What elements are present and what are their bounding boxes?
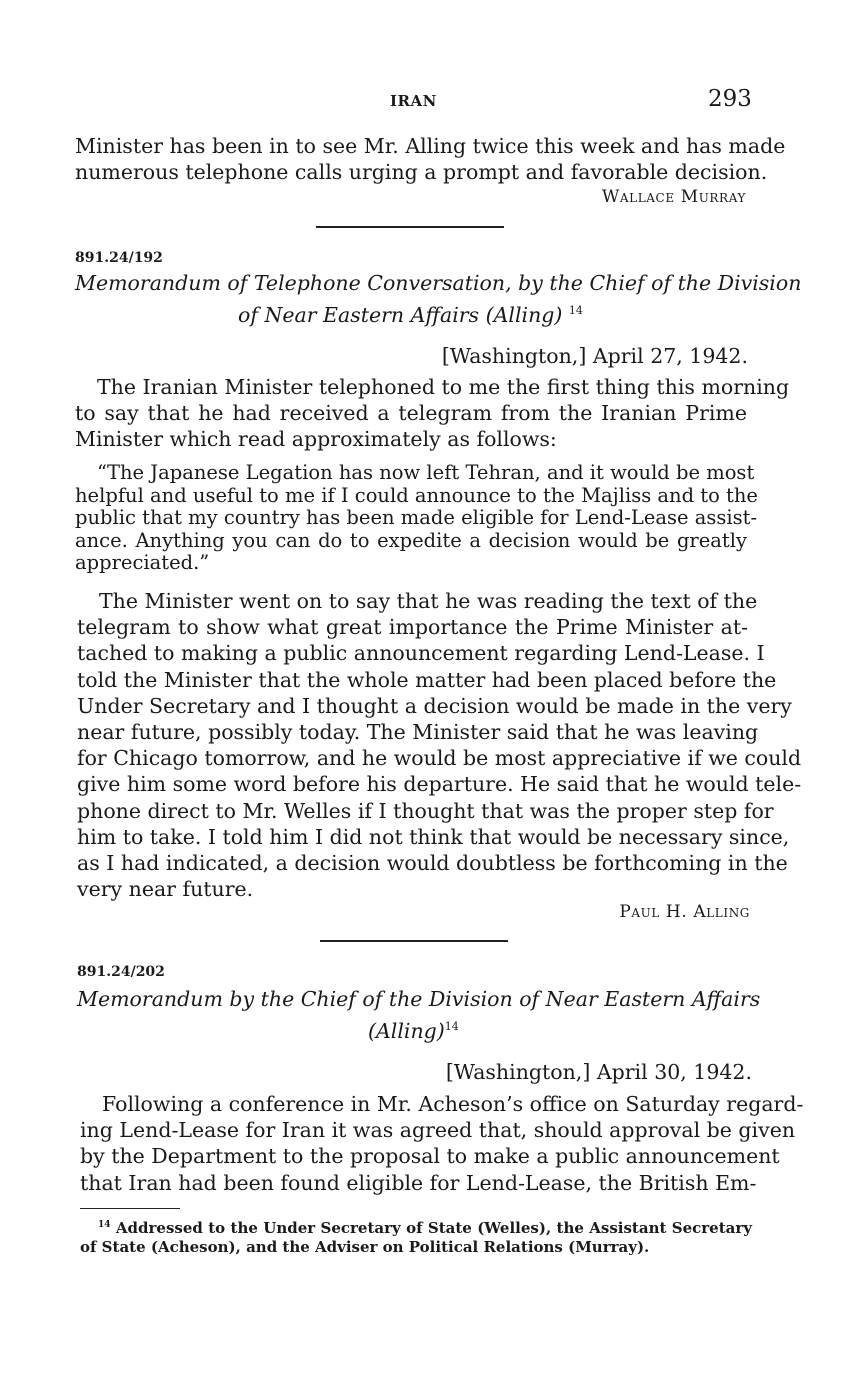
dateline: [Washington,] April 30, 1942. [445, 1060, 752, 1084]
file-number: 891.24/192 [75, 250, 163, 266]
text-line: him to take. I told him I did not think that would be necessary since, [77, 824, 790, 849]
title-line: Memorandum by the Chief of the Division of Near Eastern Affairs [77, 987, 761, 1011]
text-line: appreciated.” [75, 551, 210, 574]
running-head: IRAN [390, 92, 437, 110]
text-line: The Iranian Minister telephoned to me the first thing this morning [97, 375, 790, 399]
title-line: Memorandum of Telephone Conversation, by the Chief of the Division [75, 271, 802, 295]
text-line: by the Department to the proposal to make a public announcement [80, 1144, 780, 1169]
text-line: for Chicago tomorrow, and he would be most appreciative if we could [77, 746, 802, 771]
text-line: numerous telephone calls urging a prompt and favorable decision. [75, 160, 768, 185]
text-line: ance. Anything you can do to expedite a decision would be greatly [75, 528, 747, 552]
text-line: Minister which read approximately as follows: [75, 427, 557, 452]
text-line: Under Secretary and I thought a decision would be made in the very [77, 693, 792, 718]
text-line: telegram to show what great importance the Prime Minister at- [77, 615, 748, 640]
footnote-line: of State (Acheson), and the Adviser on Political Relations (Murray). [80, 1238, 650, 1256]
text-line: to say that he had received a telegram from the Iranian Prime [75, 401, 747, 426]
footnote [80, 1216, 752, 1257]
footnote-reference: 14 [568, 304, 583, 317]
text-line: ing Lend-Lease for Iran it was agreed that, should approval be given [80, 1118, 796, 1143]
text-line: give him some word before his departure. He said that he would tele- [77, 772, 802, 797]
document-title-cont [368, 1013, 459, 1045]
document-title-cont [238, 297, 583, 329]
text-line: very near future. [77, 877, 254, 902]
page-number: 293 [708, 86, 752, 112]
file-number: 891.24/202 [77, 964, 165, 980]
title-line: of Near Eastern Affairs (Alling) [238, 302, 563, 327]
paragraph [75, 374, 790, 453]
document-title [75, 270, 802, 297]
section-divider [320, 940, 508, 942]
document-title [77, 986, 761, 1013]
dateline: [Washington,] April 27, 1942. [441, 344, 748, 368]
signature-alling: Paul H. Alling [619, 902, 750, 922]
text-line: public that my country has been made eligible for Lend-Lease assist- [75, 506, 758, 529]
footnote-rule [80, 1208, 180, 1209]
section-divider [316, 226, 504, 228]
text-line: as I had indicated, a decision would doubtless be forthcoming in the [77, 851, 788, 876]
text-line: phone direct to Mr. Welles if I thought that was the proper step for [77, 798, 774, 823]
footnote-text: Addressed to the Under Secretary of State (Welles), the Assistant Secretary [115, 1219, 752, 1237]
footnote-line [80, 1216, 752, 1238]
footnote-reference: 14 [444, 1020, 459, 1033]
block-quote [75, 461, 758, 575]
text-line: tached to making a public announcement regarding Lend-Lease. I [77, 641, 765, 666]
text-line: that Iran had been found eligible for Lend-Lease, the British Em- [80, 1170, 757, 1195]
paragraph [77, 588, 802, 902]
paragraph [80, 1091, 804, 1196]
text-line: Minister has been in to see Mr. Alling twice this week and has made [75, 134, 786, 158]
text-line: near future, possibly today. The Minister said that he was leaving [77, 720, 759, 745]
signature-murray: Wallace Murray [601, 187, 746, 207]
text-line: The Minister went on to say that he was reading the text of the [99, 589, 758, 613]
footnote-marker: 14 [98, 1220, 111, 1230]
continued-paragraph [75, 133, 786, 185]
text-line: “The Japanese Legation has now left Tehran, and it would be most [97, 461, 755, 484]
title-line: (Alling) [368, 1018, 445, 1043]
text-line: told the Minister that the whole matter had been placed before the [77, 667, 777, 692]
text-line: helpful and useful to me if I could announce to the Majliss and to the [75, 483, 758, 507]
text-line: Following a conference in Mr. Acheson’s office on Saturday regard- [102, 1092, 804, 1116]
